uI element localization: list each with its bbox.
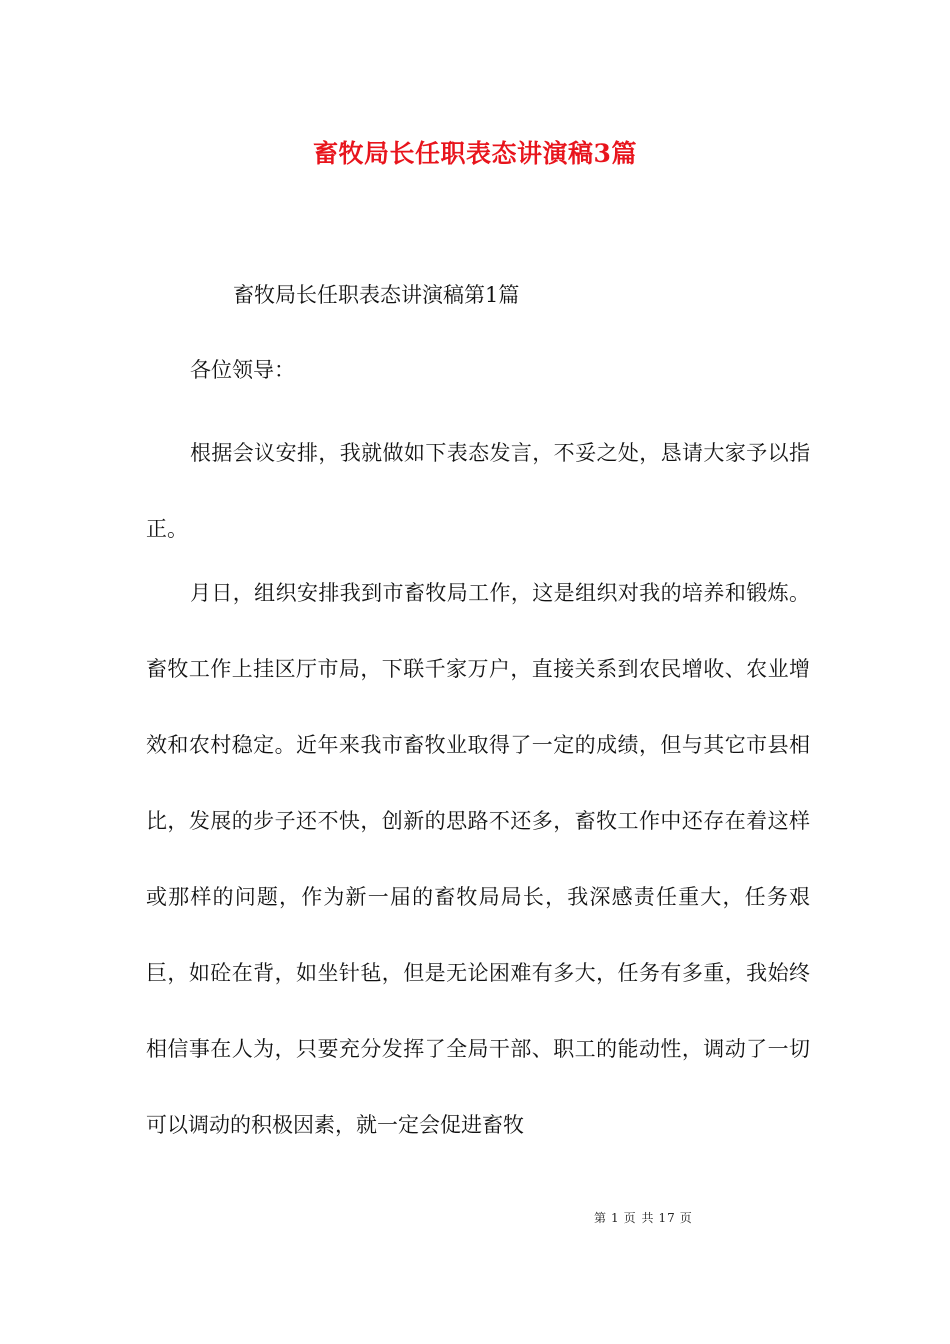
- footer-suffix: 页: [679, 1211, 693, 1225]
- document-title: 畜牧局长任职表态讲演稿3篇: [313, 139, 637, 168]
- salutation: 各位领导：: [190, 358, 295, 382]
- page-footer: [594, 1209, 697, 1227]
- section-heading: 畜牧局长任职表态讲演稿第1篇: [233, 283, 520, 307]
- footer-middle: 页 共: [623, 1211, 655, 1225]
- footer-page-number: 1: [611, 1211, 620, 1225]
- footer-prefix: 第: [594, 1211, 608, 1225]
- body-paragraph: 根据会议安排，我就做如下表态发言，不妥之处，恳请大家予以指正。: [146, 441, 810, 541]
- footer-total-pages: 17: [658, 1211, 676, 1225]
- body-paragraph: 月日，组织安排我到市畜牧局工作，这是组织对我的培养和锻炼。畜牧工作上挂区厅市局，下联千家万户，直接关系到农民增收、农业增效和农村稳定。近年来我市畜牧业取得了一定的成绩，但与其它市县相比，发展的步子还不快，创新的思路不还多，畜牧工作中还存在着这样或那样的问题，作为新一届的畜牧局局长，我深感责任重大，任务艰巨，如砼在背，如坐针毡，但是无论困难有多大，任务有多重，我始终相信事在人为，只要充分发挥了全局干部、职工的能动性，调动了一切可以调动的积极因素，就一定会促进畜牧: [146, 581, 810, 1137]
